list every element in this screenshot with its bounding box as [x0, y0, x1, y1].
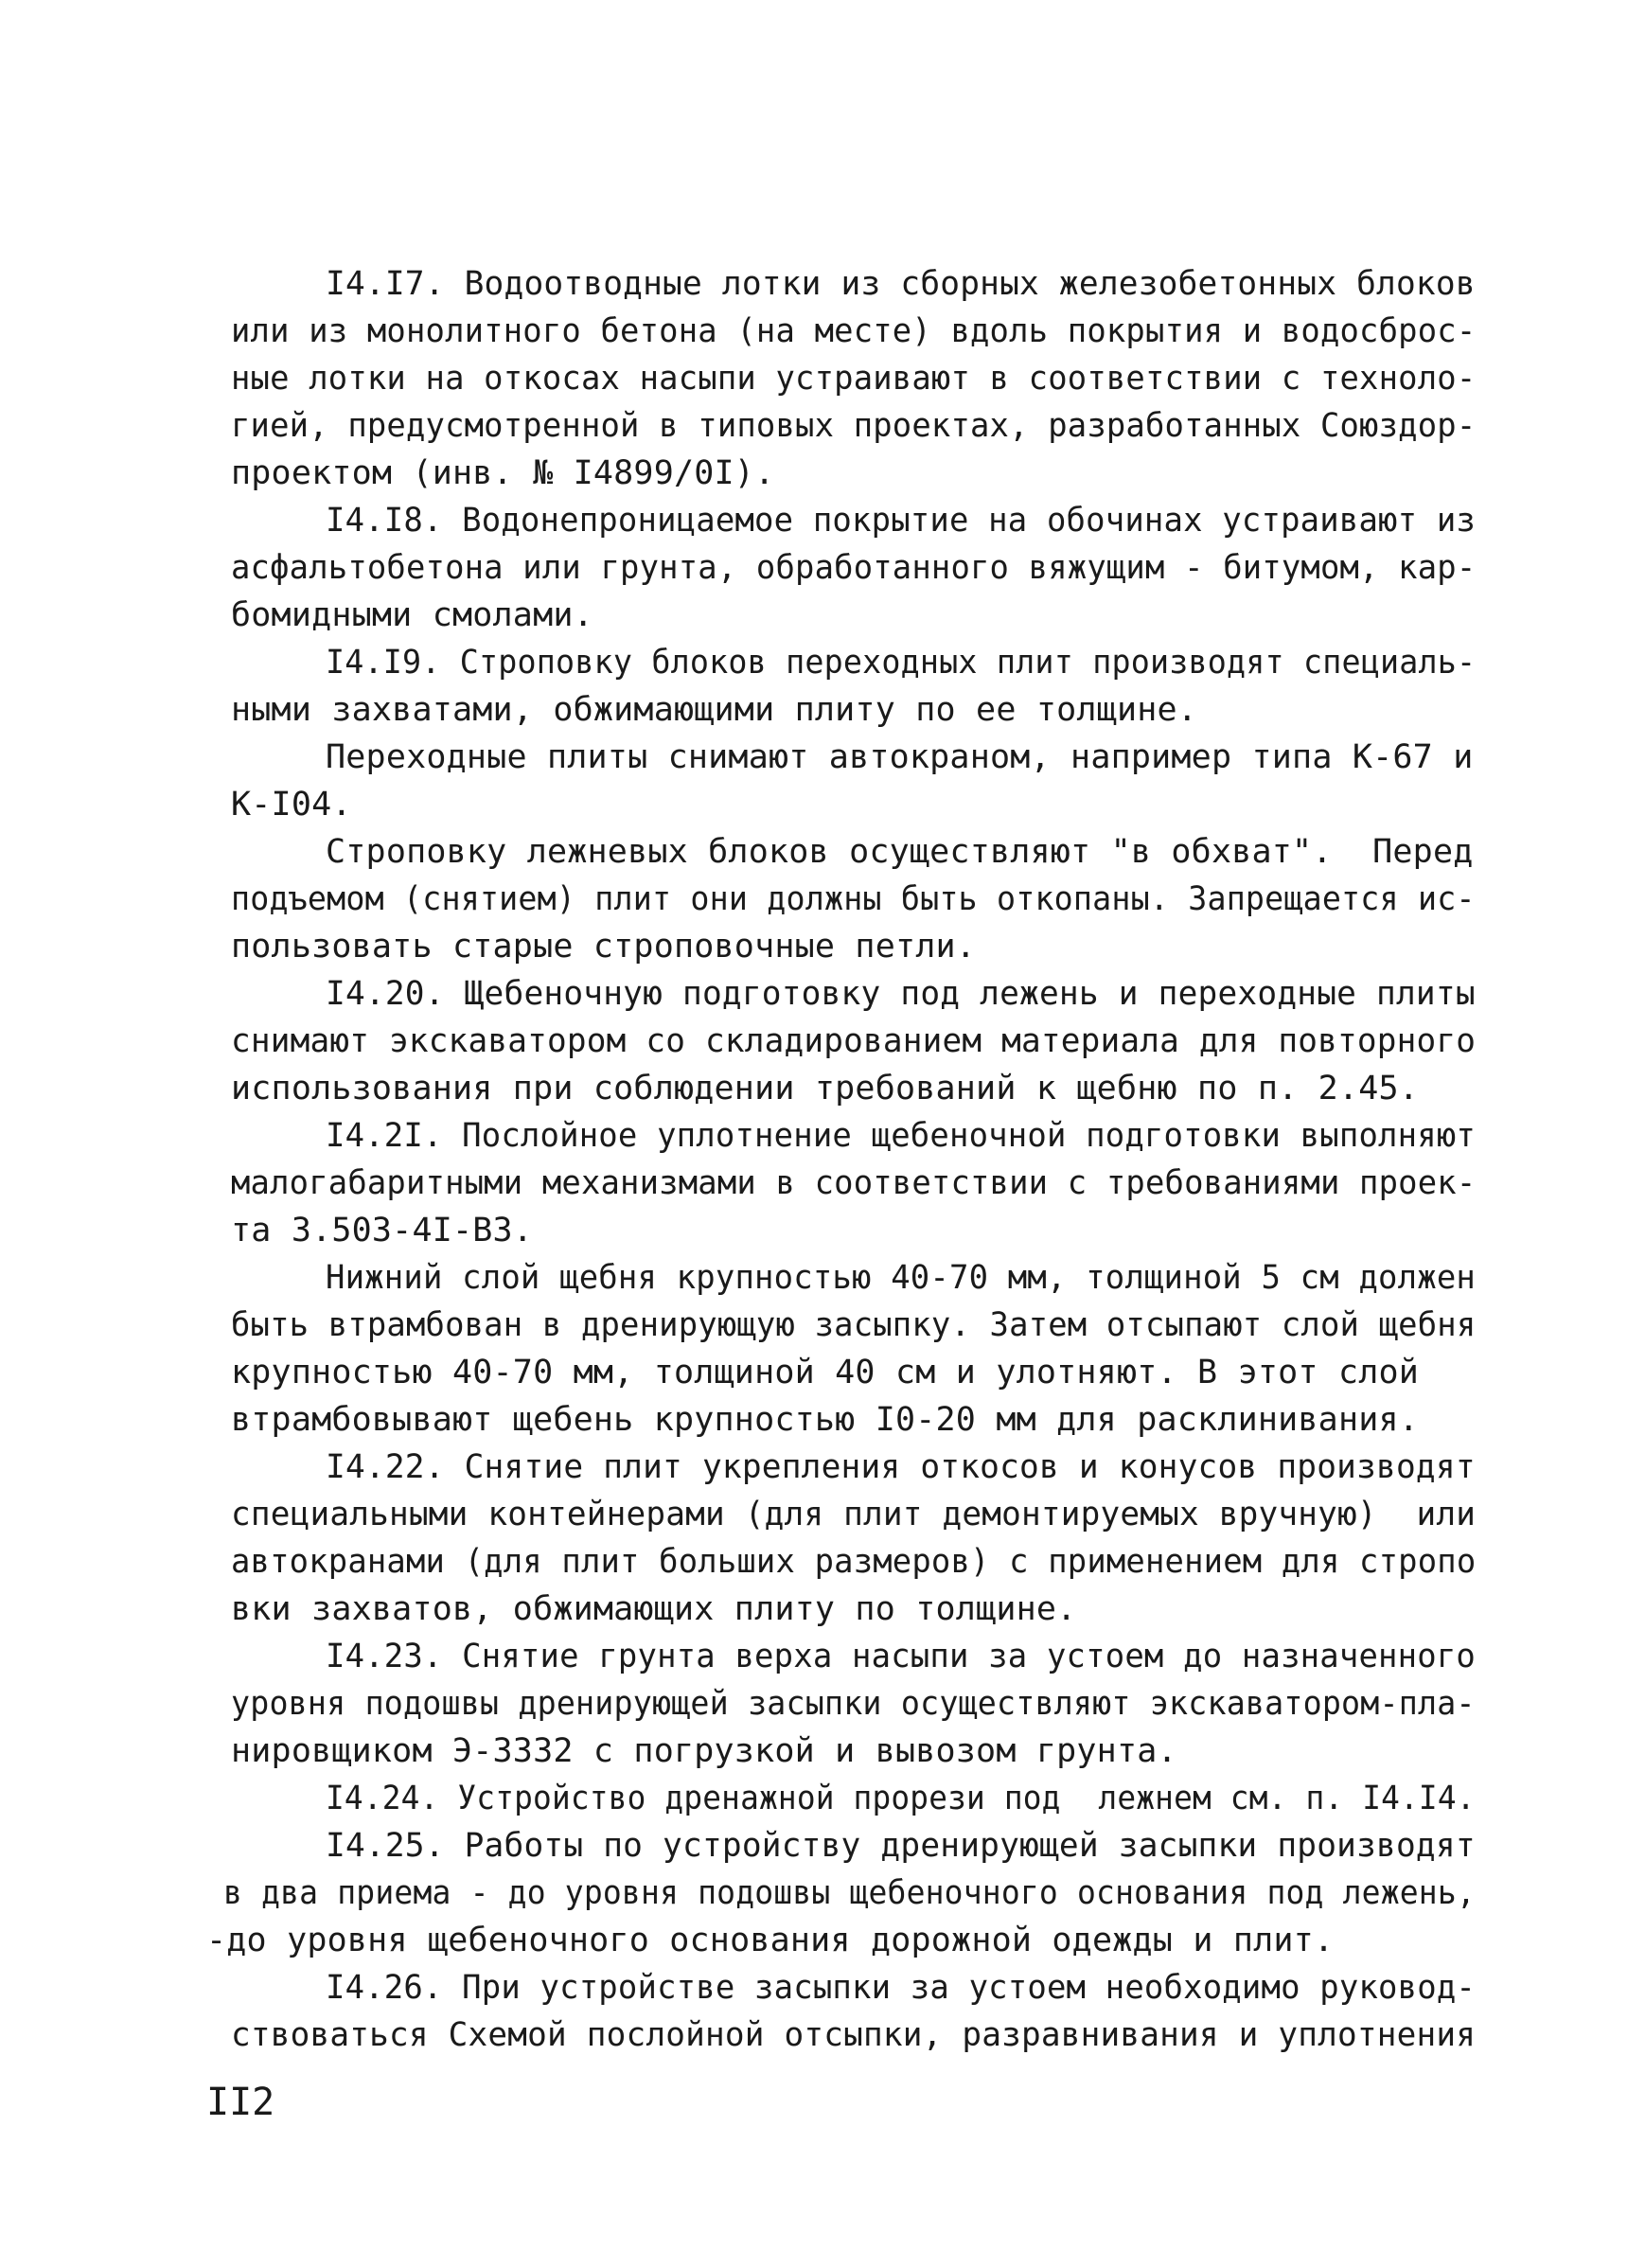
text-line: подъемом (снятием) плит они должны быть откопаны. Запрещается ис-	[231, 880, 1476, 918]
text-line: Строповку лежневых блоков осуществляют "в обхват". Перед	[326, 833, 1474, 871]
text-line: автокранами (для плит больших размеров) с применением для стропо	[231, 1543, 1477, 1581]
text-line: та 3.503-4I-В3.	[231, 1212, 534, 1249]
text-line: I4.25. Работы по устройству дренирующей засыпки производят	[326, 1827, 1476, 1865]
text-line: I4.24. Устройство дренажной прорези под лежнем см. п. I4.I4.	[326, 1780, 1476, 1817]
text-line: I4.26. При устройстве засыпки за устоем необходимо руковод-	[326, 1969, 1477, 2007]
text-line: I4.I7. Водоотводные лотки из сборных железобетонных блоков	[326, 265, 1476, 303]
text-line: уровня подошвы дренирующей засыпки осуществляют экскаватором-пла-	[231, 1685, 1476, 1723]
text-line: проектом (инв. № I4899/0I).	[231, 454, 775, 492]
text-line: втрамбовывают щебень крупностью I0-20 мм для расклинивания.	[231, 1401, 1420, 1439]
text-line: -до уровня щебеночного основания дорожной одежды и плит.	[206, 1922, 1335, 1959]
text-line: пользовать старые строповочные петли.	[231, 928, 977, 966]
page-number: II2	[206, 2081, 275, 2124]
text-line: I4.2I. Послойное уплотнение щебеночной подготовки выполняют	[326, 1117, 1477, 1155]
text-line: крупностью 40-70 мм, толщиной 40 см и улотняют. В этот слой	[231, 1354, 1420, 1391]
text-line: Нижний слой щебня крупностью 40-70 мм, толщиной 5 см должен	[326, 1259, 1477, 1297]
text-line: гией, предусмотренной в типовых проектах, разработанных Союздор-	[231, 407, 1477, 445]
text-line: I4.20. Щебеночную подготовку под лежень и переходные плиты	[326, 975, 1476, 1013]
text-line: асфальтобетона или грунта, обработанного вяжущим - битумом, кар-	[231, 549, 1477, 587]
text-line: использования при соблюдении требований к щебню по п. 2.45.	[231, 1070, 1420, 1107]
text-line: Переходные плиты снимают автокраном, например типа К-67 и	[326, 738, 1474, 776]
text-line: специальными контейнерами (для плит демонтируемых вручную) или	[231, 1496, 1477, 1533]
text-line: вки захватов, обжимающих плиту по толщине.	[231, 1590, 1077, 1628]
text-line: в два приема - до уровня подошвы щебеночного основания под лежень,	[223, 1874, 1476, 1912]
text-line: I4.I9. Строповку блоков переходных плит производят специаль-	[326, 644, 1477, 682]
text-line: или из монолитного бетона (на месте) вдоль покрытия и водосброс-	[231, 312, 1477, 350]
text-line: I4.22. Снятие плит укрепления откосов и конусов производят	[326, 1448, 1476, 1486]
text-line: нировщиком Э-3332 с погрузкой и вывозом грунта.	[231, 1732, 1177, 1770]
text-line: ствоваться Схемой послойной отсыпки, разравнивания и уплотнения	[231, 2016, 1477, 2054]
text-line: быть втрамбован в дренирующую засыпку. Затем отсыпают слой щебня	[231, 1306, 1477, 1344]
text-line: бомидными смолами.	[231, 596, 593, 634]
text-line: снимают экскаватором со складированием материала для повторного	[231, 1022, 1477, 1060]
text-line: I4.23. Снятие грунта верха насыпи за устоем до назначенного	[326, 1638, 1477, 1675]
text-line: ные лотки на откосах насыпи устраивают в соответствии с техноло-	[231, 360, 1477, 398]
text-line: I4.I8. Водонепроницаемое покрытие на обочинах устраивают из	[326, 502, 1477, 540]
text-line: К-I04.	[231, 786, 352, 824]
text-line: малогабаритными механизмами в соответствии с требованиями проек-	[231, 1164, 1477, 1202]
text-line: ными захватами, обжимающими плиту по ее толщине.	[231, 691, 1198, 729]
